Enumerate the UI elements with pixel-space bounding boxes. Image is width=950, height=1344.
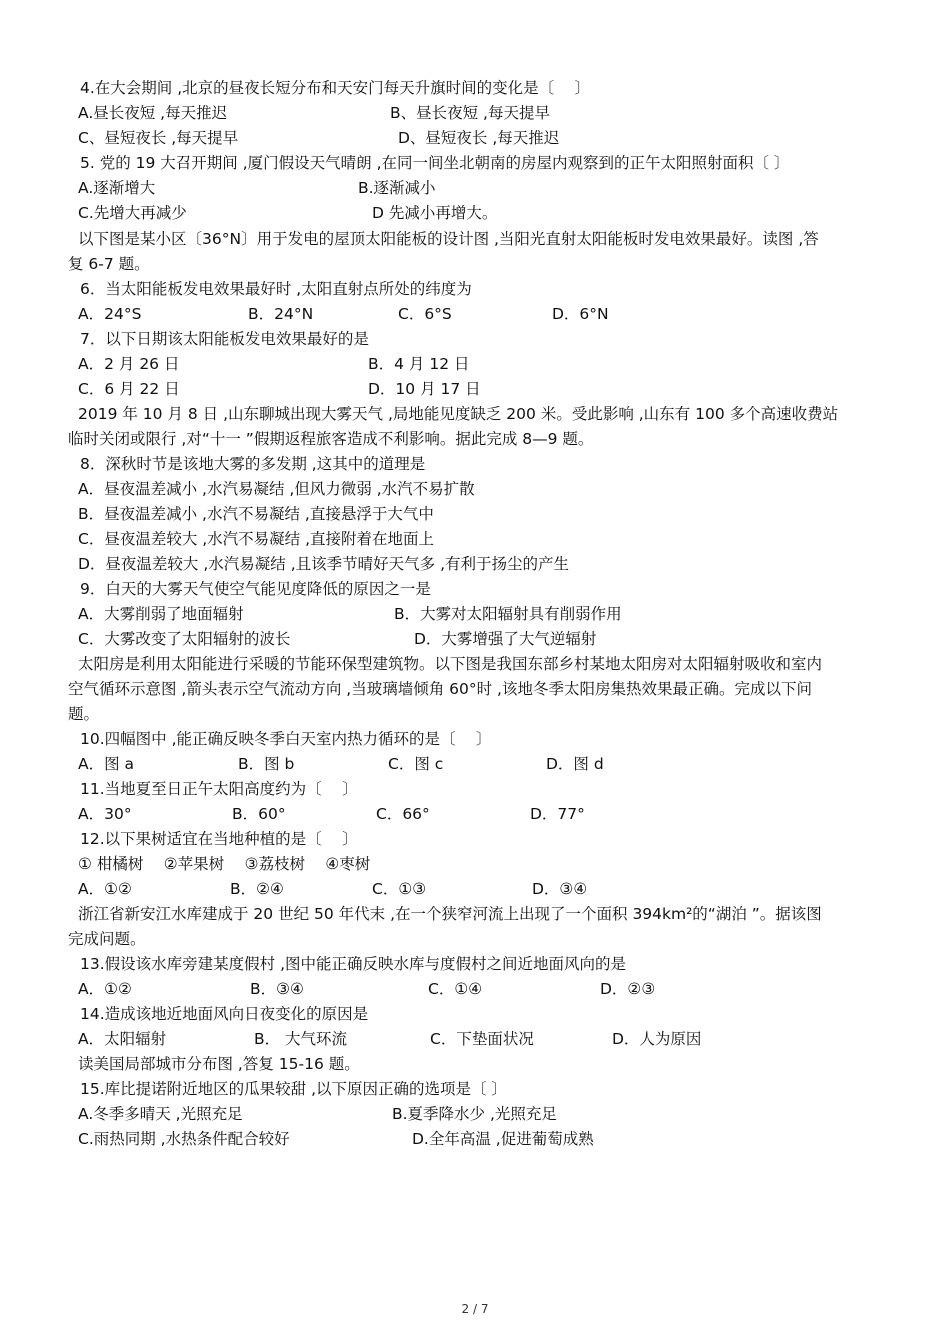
q9-stem: 9．白天的大雾天气使空气能见度降低的原因之一是 <box>80 580 431 598</box>
q6-option-d: D．6°N <box>552 305 609 323</box>
intro-8-9-line2: 临时关闭或限行 ,对“十一 ”假期返程旅客造成不利影响。据此完成 8—9 题。 <box>68 430 594 448</box>
q5-option-d: D 先减小再增大。 <box>372 204 498 222</box>
q6-stem: 6．当太阳能板发电效果最好时 ,太阳直射点所处的纬度为 <box>80 280 472 298</box>
q11-option-d: D．77° <box>530 805 585 823</box>
q4-option-d: D、昼短夜长 ,每天推迟 <box>398 129 560 147</box>
q10-stem: 10.四幅图中 ,能正确反映冬季白天室内热力循环的是〔 〕 <box>80 730 492 748</box>
q6-option-c: C．6°S <box>398 305 452 323</box>
q4-option-b: B、昼长夜短 ,每天提早 <box>390 104 550 122</box>
q11-option-b: B．60° <box>232 805 286 823</box>
intro-6-7-line1: 以下图是某小区〔36°N〕用于发电的屋顶太阳能板的设计图 ,当阳光直射太阳能板时发电效果最好。读图 ,答 <box>78 230 819 248</box>
intro-13-14-line2: 完成问题。 <box>68 930 146 948</box>
q10-option-b: B．图 b <box>238 755 295 773</box>
intro-10-12-line2: 空气循环示意图 ,箭头表示空气流动方向 ,当玻璃墙倾角 60°时 ,该地冬季太阳房集热效果最正确。完成以下问 <box>68 680 812 698</box>
q7-option-c: C．6 月 22 日 <box>78 380 180 398</box>
q8-option-b: B．昼夜温差减小 ,水汽不易凝结 ,直接悬浮于大气中 <box>78 505 434 523</box>
q10-option-c: C．图 c <box>388 755 444 773</box>
q13-stem: 13.假设该水库旁建某度假村 ,图中能正确反映水库与度假村之间近地面风向的是 <box>80 955 627 973</box>
q14-option-b: B． 大气环流 <box>254 1030 348 1048</box>
q15-option-a: A.冬季多晴天 ,光照充足 <box>78 1105 243 1123</box>
q12-option-d: D．③④ <box>532 880 588 898</box>
q14-stem: 14.造成该地近地面风向日夜变化的原因是 <box>80 1005 369 1023</box>
q7-option-d: D．10 月 17 日 <box>368 380 481 398</box>
q15-option-d: D.全年高温 ,促进葡萄成熟 <box>412 1130 594 1148</box>
q8-option-c: C．昼夜温差较大 ,水汽不易凝结 ,直接附着在地面上 <box>78 530 435 548</box>
q5-option-c: C.先增大再减少 <box>78 204 187 222</box>
q5-stem: 5. 党的 19 大召开期间 ,厦门假设天气晴朗 ,在同一间坐北朝南的房屋内观察到的正午太阳照射面积〔 〕 <box>80 154 790 172</box>
q4-option-a: A.昼长夜短 ,每天推迟 <box>78 104 228 122</box>
page-number: 2 / 7 <box>461 1302 489 1316</box>
intro-6-7-line2: 复 6-7 题。 <box>68 255 150 273</box>
q15-option-c: C.雨热同期 ,水热条件配合较好 <box>78 1130 290 1148</box>
intro-15-16: 读美国局部城市分布图 ,答复 15-16 题。 <box>78 1055 360 1073</box>
q13-option-d: D．②③ <box>600 980 656 998</box>
q6-option-b: B．24°N <box>248 305 314 323</box>
q8-option-d: D．昼夜温差较大 ,水汽易凝结 ,且该季节晴好天气多 ,有利于扬尘的产生 <box>78 555 569 573</box>
q12-option-a: A．①② <box>78 880 132 898</box>
q8-stem: 8．深秋时节是该地大雾的多发期 ,这其中的道理是 <box>80 455 426 473</box>
q6-option-a: A．24°S <box>78 305 142 323</box>
q13-option-c: C．①④ <box>428 980 483 998</box>
q8-option-a: A．昼夜温差减小 ,水汽易凝结 ,但风力微弱 ,水汽不易扩散 <box>78 480 475 498</box>
q14-option-d: D．人为原因 <box>612 1030 702 1048</box>
q14-option-a: A．太阳辐射 <box>78 1030 167 1048</box>
q13-option-a: A．①② <box>78 980 132 998</box>
q9-option-c: C．大雾改变了太阳辐射的波长 <box>78 630 291 648</box>
q4-option-c: C、昼短夜长 ,每天提早 <box>78 129 239 147</box>
intro-8-9-line1: 2019 年 10 月 8 日 ,山东聊城出现大雾天气 ,局地能见度缺乏 200 米。受此影响 ,山东有 100 多个高速收费站 <box>78 405 839 423</box>
q11-option-c: C．66° <box>376 805 430 823</box>
q9-option-a: A．大雾削弱了地面辐射 <box>78 605 244 623</box>
q14-option-c: C．下垫面状况 <box>430 1030 534 1048</box>
q7-option-a: A．2 月 26 日 <box>78 355 180 373</box>
q4-stem: 4.在大会期间 ,北京的昼夜长短分布和天安门每天升旗时间的变化是〔 〕 <box>80 79 591 97</box>
q15-option-b: B.夏季降水少 ,光照充足 <box>392 1105 557 1123</box>
q9-option-b: B．大雾对太阳辐射具有削弱作用 <box>394 605 622 623</box>
q5-option-b: B.逐渐减小 <box>358 179 436 197</box>
intro-10-12-line1: 太阳房是利用太阳能进行采暖的节能环保型建筑物。以下图是我国东部乡村某地太阳房对太阳辐射吸收和室内 <box>78 655 823 673</box>
q10-option-d: D．图 d <box>546 755 604 773</box>
q13-option-b: B．③④ <box>250 980 304 998</box>
intro-10-12-line3: 题。 <box>68 705 100 723</box>
intro-13-14-line1: 浙江省新安江水库建成于 20 世纪 50 年代末 ,在一个狭窄河流上出现了一个面积 394km²的“湖泊 ”。据该图 <box>78 905 822 923</box>
q10-option-a: A．图 a <box>78 755 135 773</box>
q12-items: ① 柑橘树 ②苹果树 ③荔枝树 ④枣树 <box>78 855 371 873</box>
q15-stem: 15.库比提诺附近地区的瓜果较甜 ,以下原因正确的选项是〔 〕 <box>80 1080 507 1098</box>
q11-option-a: A．30° <box>78 805 132 823</box>
q7-option-b: B．4 月 12 日 <box>368 355 470 373</box>
q9-option-d: D．大雾增强了大气逆辐射 <box>414 630 597 648</box>
q11-stem: 11.当地夏至日正午太阳高度约为〔 〕 <box>80 780 358 798</box>
q12-option-b: B．②④ <box>230 880 284 898</box>
q7-stem: 7．以下日期该太阳能板发电效果最好的是 <box>80 330 369 348</box>
q12-option-c: C．①③ <box>372 880 427 898</box>
q5-option-a: A.逐渐增大 <box>78 179 156 197</box>
q12-stem: 12.以下果树适宜在当地种植的是〔 〕 <box>80 830 358 848</box>
